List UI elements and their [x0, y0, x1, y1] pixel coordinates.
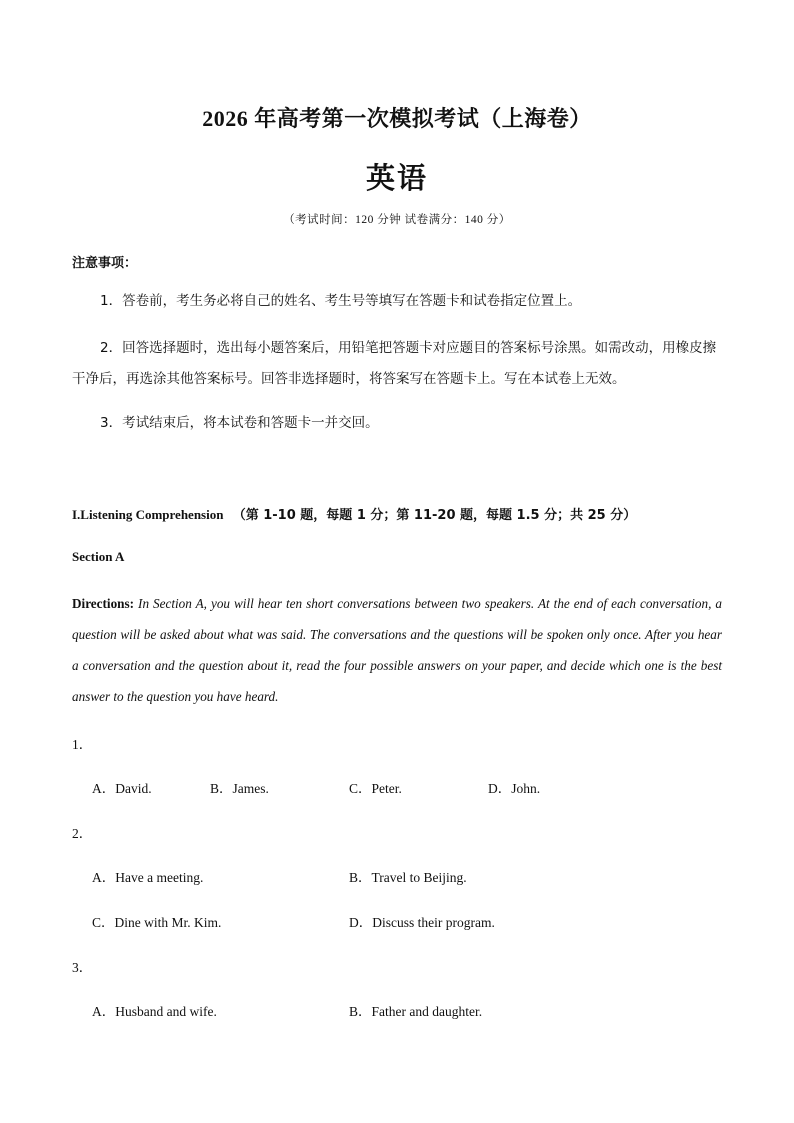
question-number: 2． [72, 826, 93, 841]
part-scoring: （第 1-10 题，每题 1 分；第 11-20 题，每题 1.5 分；共 25 分） [232, 508, 637, 523]
subject-title: 英语 [365, 163, 428, 195]
part-title: I.Listening Comprehension [72, 507, 224, 522]
option-c: C．Peter. [349, 781, 402, 796]
option-b: B．James. [210, 781, 269, 796]
option-a: A．David. [92, 781, 152, 796]
option-b: B．Travel to Beijing. [349, 870, 467, 885]
part-heading [72, 504, 636, 523]
notice-heading: 注意事项： [72, 256, 138, 271]
question-number: 1． [72, 737, 93, 752]
option-d: D．John. [488, 781, 541, 796]
directions-label: Directions: [72, 596, 135, 611]
option-a: A．Have a meeting. [92, 870, 204, 885]
notice-item-2: 2．回答选择题时，选出每小题答案后，用铅笔把答题卡对应题目的答案标号涂黑。如需改动，用橡皮擦干净后，再选涂其他答案标号。回答非选择题时，将答案写在答题卡上。写在本试卷上无效。 [72, 340, 717, 387]
directions-text: In Section A, you will hear ten short conversations between two speakers. At the end of each conversation, a question will be asked about what was said. The conversations and the questions will be spoken only once. After you hear a conversation and the question about it, read the four possible answers on your paper, and decide which one is the best answer to the question you have heard. [72, 596, 722, 704]
option-c: C．Dine with Mr. Kim. [92, 915, 222, 930]
question-number: 3． [72, 960, 93, 975]
option-b: B．Father and daughter. [349, 1004, 483, 1019]
section-heading: Section A [72, 549, 125, 564]
option-d: D．Discuss their program. [349, 915, 495, 930]
exam-title: 2026 年高考第一次模拟考试（上海卷） [202, 106, 592, 131]
option-a: A．Husband and wife. [92, 1004, 217, 1019]
exam-info: （考试时间：120 分钟 试卷满分：140 分） [283, 214, 511, 226]
notice-item-3: 3．考试结束后，将本试卷和答题卡一并交回。 [100, 415, 379, 431]
directions [72, 588, 722, 712]
notice-item-1: 1．答卷前，考生务必将自己的姓名、考生号等填写在答题卡和试卷指定位置上。 [100, 293, 582, 309]
